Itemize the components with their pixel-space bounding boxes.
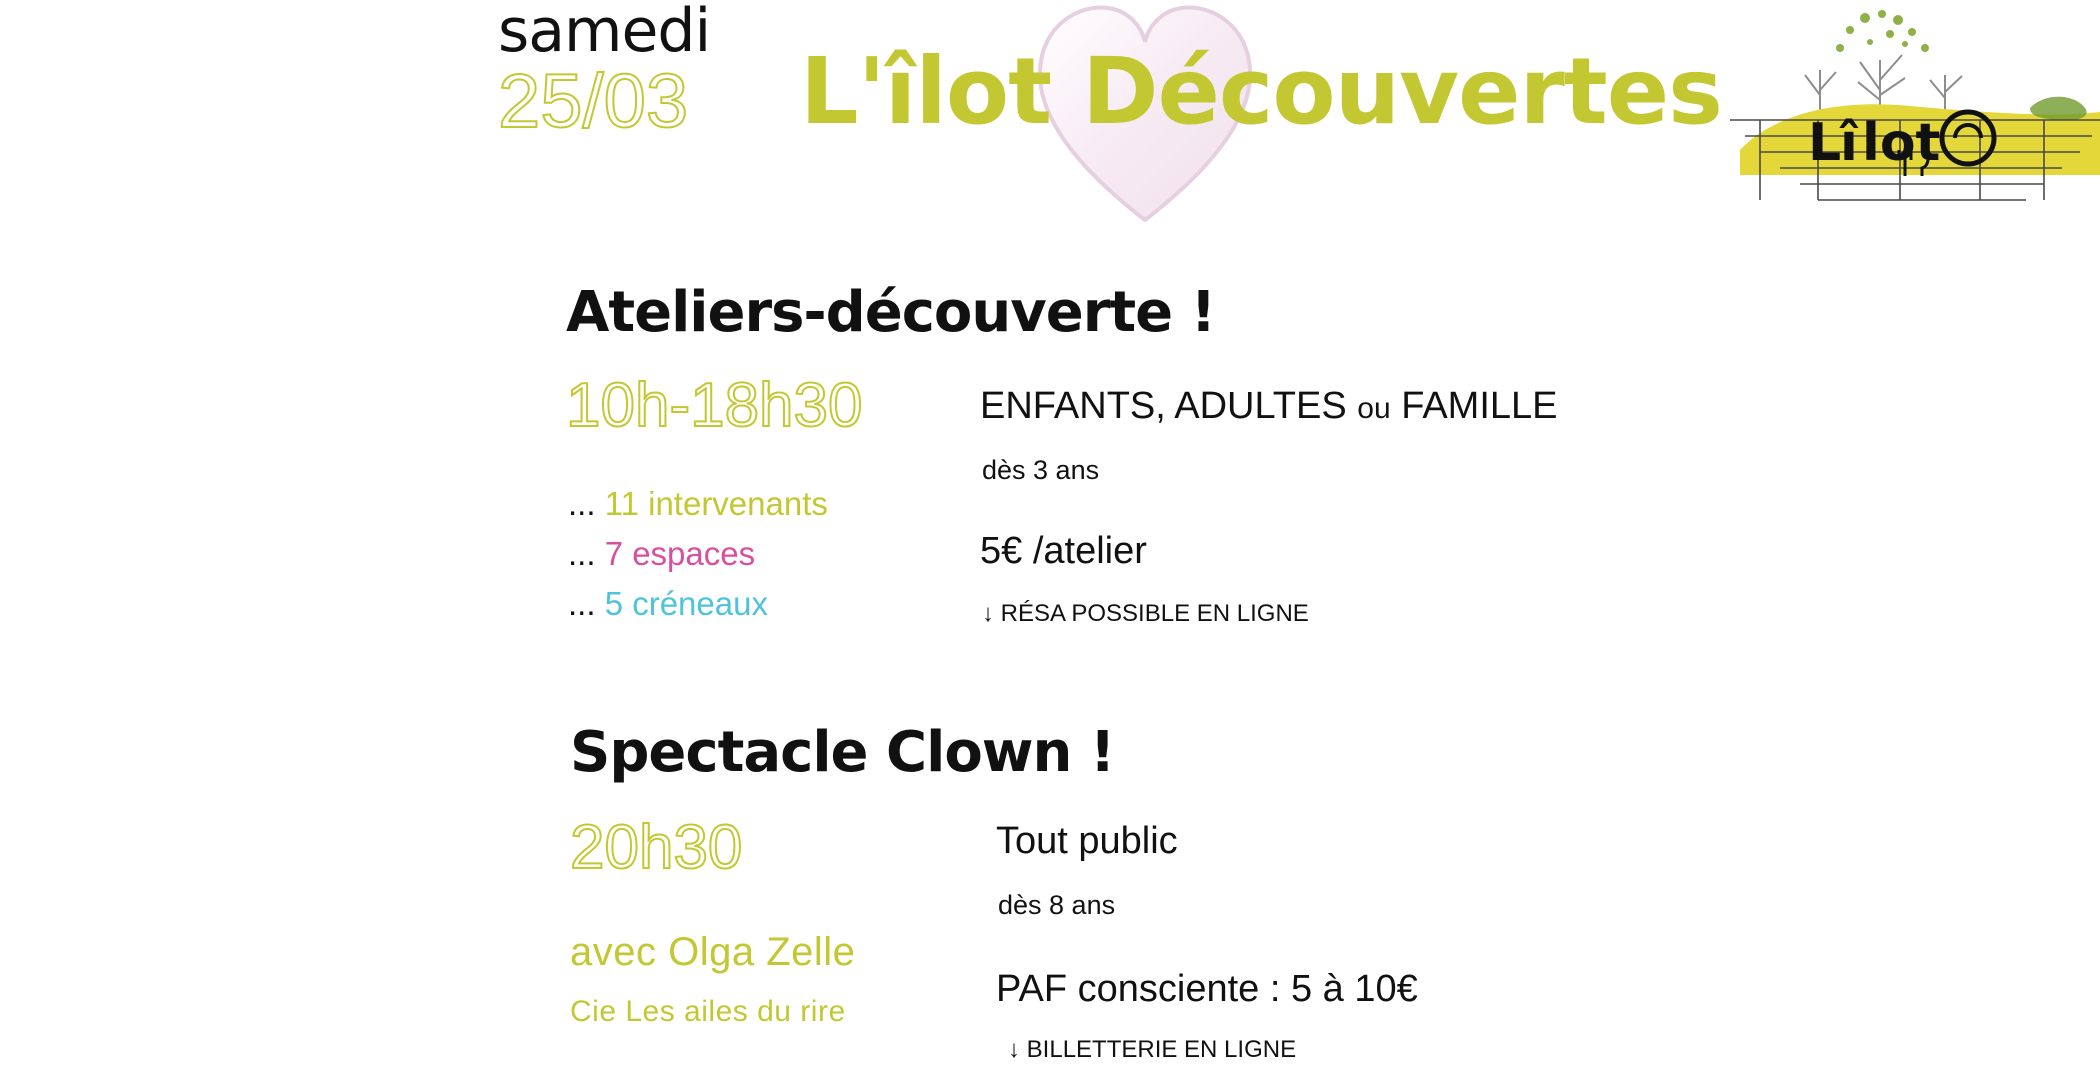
- spectacle-time: 20h30: [570, 813, 743, 882]
- ateliers-price: 5€ /atelier: [980, 530, 1147, 572]
- page-title: L'îlot Découvertes: [800, 38, 1722, 145]
- event-date: [498, 0, 778, 142]
- bullet-espaces: [568, 535, 755, 573]
- audience-main: ENFANTS, ADULTES: [980, 385, 1347, 427]
- spectacle-performer: avec Olga Zelle: [570, 930, 856, 974]
- bullet-dots: ...: [568, 535, 596, 572]
- svg-text:î: î: [1840, 113, 1858, 173]
- svg-text:L: L: [1808, 113, 1842, 173]
- spectacle-audience: Tout public: [996, 820, 1178, 862]
- section-title-ateliers: Ateliers-découverte !: [566, 280, 1216, 345]
- bullet-value: 11 intervenants: [604, 485, 828, 522]
- spectacle-age: dès 8 ans: [998, 890, 1116, 920]
- poster-header: [0, 0, 2100, 250]
- section-title-spectacle: Spectacle Clown !: [570, 720, 1115, 785]
- svg-text:lot: lot: [1862, 113, 1941, 173]
- audience-conjunction: ou: [1357, 392, 1391, 425]
- bullet-value: 7 espaces: [604, 535, 756, 572]
- bullet-dots: ...: [568, 485, 596, 522]
- date-day-label: samedi: [498, 0, 711, 66]
- spectacle-company: Cie Les ailes du rire: [570, 995, 846, 1028]
- ateliers-audience: [980, 385, 1558, 428]
- spectacle-price: PAF consciente : 5 à 10€: [996, 968, 1418, 1010]
- bullet-creneaux: [568, 585, 768, 623]
- date-number-label: 25/03: [498, 59, 689, 144]
- ateliers-age: dès 3 ans: [982, 455, 1100, 485]
- audience-end: FAMILLE: [1401, 385, 1558, 427]
- bullet-value: 5 créneaux: [604, 585, 768, 622]
- spectacle-booking-note: ↓ BILLETTERIE EN LIGNE: [1008, 1036, 1297, 1063]
- lilot-co-logo: [1700, 0, 2100, 245]
- ateliers-booking-note: ↓ RÉSA POSSIBLE EN LIGNE: [982, 600, 1309, 627]
- ateliers-time: 10h-18h30: [566, 371, 863, 440]
- bullet-intervenants: [568, 485, 828, 523]
- bullet-dots: ...: [568, 585, 596, 622]
